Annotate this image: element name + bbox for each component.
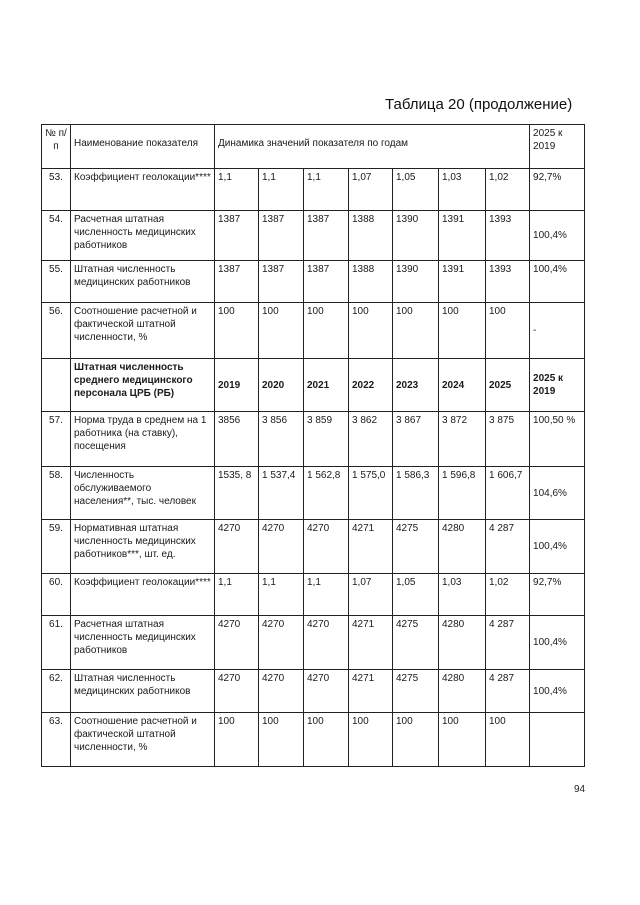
cell-2019: 3856 xyxy=(215,412,259,467)
row-num xyxy=(42,359,71,412)
row-name: Соотношение расчетной и фактической штатной численности, % xyxy=(71,713,215,767)
row-num: 63. xyxy=(42,713,71,767)
cell-ratio: - xyxy=(530,303,585,359)
row-name: Расчетная штатная численность медицинских работников xyxy=(71,616,215,670)
cell-2022: 1388 xyxy=(349,261,393,303)
cell-2019: 4270 xyxy=(215,616,259,670)
cell-2020: 4270 xyxy=(259,670,304,713)
cell-2025: 4 287 xyxy=(486,520,530,574)
cell-2023: 1,05 xyxy=(393,574,439,616)
cell-2024: 100 xyxy=(439,303,486,359)
cell-ratio: 104,6% xyxy=(530,467,585,520)
cell-2024: 1,03 xyxy=(439,574,486,616)
cell-ratio: 100,4% xyxy=(530,616,585,670)
cell-2024: 100 xyxy=(439,713,486,767)
cell-2021: 1,1 xyxy=(304,574,349,616)
cell-2021: 4270 xyxy=(304,670,349,713)
year-2025: 2025 xyxy=(486,359,530,412)
cell-2025: 3 875 xyxy=(486,412,530,467)
cell-2019: 1387 xyxy=(215,261,259,303)
cell-2025: 100 xyxy=(486,713,530,767)
cell-2020: 1,1 xyxy=(259,574,304,616)
cell-2023: 1390 xyxy=(393,211,439,261)
cell-2023: 100 xyxy=(393,303,439,359)
row-name: Штатная численность медицинских работников xyxy=(71,261,215,303)
year-2022: 2022 xyxy=(349,359,393,412)
cell-2024: 1,03 xyxy=(439,169,486,211)
cell-2019: 100 xyxy=(215,713,259,767)
cell-2025: 4 287 xyxy=(486,670,530,713)
row-num: 60. xyxy=(42,574,71,616)
row-num: 57. xyxy=(42,412,71,467)
cell-2020: 1387 xyxy=(259,211,304,261)
table-row xyxy=(42,261,585,303)
cell-2023: 1390 xyxy=(393,261,439,303)
cell-2021: 100 xyxy=(304,713,349,767)
table-row xyxy=(42,412,585,467)
table-row xyxy=(42,616,585,670)
cell-2025: 1393 xyxy=(486,261,530,303)
cell-2025: 100 xyxy=(486,303,530,359)
cell-2020: 1,1 xyxy=(259,169,304,211)
table-row xyxy=(42,574,585,616)
cell-2022: 1 575,0 xyxy=(349,467,393,520)
cell-2019: 1,1 xyxy=(215,169,259,211)
cell-ratio: 100,4% xyxy=(530,211,585,261)
cell-ratio: 100,4% xyxy=(530,520,585,574)
year-2021: 2021 xyxy=(304,359,349,412)
table-row xyxy=(42,211,585,261)
cell-2021: 100 xyxy=(304,303,349,359)
cell-2023: 4275 xyxy=(393,520,439,574)
cell-2024: 1391 xyxy=(439,211,486,261)
table-row xyxy=(42,467,585,520)
cell-2024: 1 596,8 xyxy=(439,467,486,520)
cell-2022: 4271 xyxy=(349,616,393,670)
cell-ratio: 100,50 % xyxy=(530,412,585,467)
row-num: 53. xyxy=(42,169,71,211)
table-row xyxy=(42,169,585,211)
header-num: № п/п xyxy=(42,125,71,169)
header-ratio: 2025 к 2019 xyxy=(530,125,585,169)
row-name: Соотношение расчетной и фактической штатной численности, % xyxy=(71,303,215,359)
cell-2021: 1387 xyxy=(304,211,349,261)
cell-2019: 4270 xyxy=(215,670,259,713)
cell-2023: 4275 xyxy=(393,616,439,670)
row-num: 62. xyxy=(42,670,71,713)
cell-2021: 4270 xyxy=(304,616,349,670)
table-row xyxy=(42,670,585,713)
row-num: 61. xyxy=(42,616,71,670)
section-ratio-label: 2025 к 2019 xyxy=(530,359,585,412)
cell-2020: 1 537,4 xyxy=(259,467,304,520)
year-2020: 2020 xyxy=(259,359,304,412)
row-name: Коэффициент геолокации**** xyxy=(71,169,215,211)
row-num: 54. xyxy=(42,211,71,261)
cell-2025: 4 287 xyxy=(486,616,530,670)
section-title: Штатная численность среднего медицинского персонала ЦРБ (РБ) xyxy=(71,359,215,412)
indicators-table xyxy=(41,124,585,767)
cell-ratio: 92,7% xyxy=(530,169,585,211)
cell-2023: 1 586,3 xyxy=(393,467,439,520)
year-2024: 2024 xyxy=(439,359,486,412)
cell-2019: 4270 xyxy=(215,520,259,574)
cell-2025: 1 606,7 xyxy=(486,467,530,520)
cell-2023: 100 xyxy=(393,713,439,767)
cell-2022: 1,07 xyxy=(349,169,393,211)
table-row xyxy=(42,303,585,359)
row-name: Нормативная штатная численность медицинских работников***, шт. ед. xyxy=(71,520,215,574)
row-num: 55. xyxy=(42,261,71,303)
row-name: Норма труда в среднем на 1 работника (на ставку), посещения xyxy=(71,412,215,467)
row-name: Численность обслуживаемого населения**, тыс. человек xyxy=(71,467,215,520)
cell-ratio: 100,4% xyxy=(530,261,585,303)
cell-2020: 1387 xyxy=(259,261,304,303)
row-name: Расчетная штатная численность медицинских работников xyxy=(71,211,215,261)
page-title: Таблица 20 (продолжение) xyxy=(385,96,573,113)
cell-2019: 1535, 8 xyxy=(215,467,259,520)
year-2023: 2023 xyxy=(393,359,439,412)
cell-2021: 4270 xyxy=(304,520,349,574)
cell-2020: 100 xyxy=(259,303,304,359)
cell-2021: 1 562,8 xyxy=(304,467,349,520)
cell-2021: 3 859 xyxy=(304,412,349,467)
cell-ratio: 92,7% xyxy=(530,574,585,616)
cell-2019: 100 xyxy=(215,303,259,359)
cell-2023: 4275 xyxy=(393,670,439,713)
year-2019: 2019 xyxy=(215,359,259,412)
cell-2021: 1,1 xyxy=(304,169,349,211)
cell-2024: 4280 xyxy=(439,616,486,670)
table-row xyxy=(42,713,585,767)
cell-2020: 4270 xyxy=(259,616,304,670)
cell-ratio: 100,4% xyxy=(530,670,585,713)
cell-2020: 4270 xyxy=(259,520,304,574)
section-header-row xyxy=(42,359,585,412)
row-name: Штатная численность медицинских работников xyxy=(71,670,215,713)
cell-2023: 1,05 xyxy=(393,169,439,211)
table-header-row xyxy=(42,125,585,169)
row-name: Коэффициент геолокации**** xyxy=(71,574,215,616)
cell-2022: 1388 xyxy=(349,211,393,261)
cell-2022: 4271 xyxy=(349,520,393,574)
cell-ratio xyxy=(530,713,585,767)
cell-2025: 1393 xyxy=(486,211,530,261)
header-name: Наименование показателя xyxy=(71,125,215,169)
row-num: 56. xyxy=(42,303,71,359)
header-dynamics: Динамика значений показателя по годам xyxy=(215,125,530,169)
cell-2021: 1387 xyxy=(304,261,349,303)
table-row xyxy=(42,520,585,574)
cell-2022: 4271 xyxy=(349,670,393,713)
cell-2020: 3 856 xyxy=(259,412,304,467)
cell-2025: 1,02 xyxy=(486,574,530,616)
cell-2025: 1,02 xyxy=(486,169,530,211)
cell-2024: 4280 xyxy=(439,520,486,574)
cell-2024: 4280 xyxy=(439,670,486,713)
cell-2019: 1387 xyxy=(215,211,259,261)
cell-2022: 3 862 xyxy=(349,412,393,467)
row-num: 58. xyxy=(42,467,71,520)
row-num: 59. xyxy=(42,520,71,574)
cell-2024: 3 872 xyxy=(439,412,486,467)
cell-2019: 1,1 xyxy=(215,574,259,616)
cell-2023: 3 867 xyxy=(393,412,439,467)
cell-2022: 100 xyxy=(349,303,393,359)
cell-2022: 100 xyxy=(349,713,393,767)
cell-2024: 1391 xyxy=(439,261,486,303)
cell-2020: 100 xyxy=(259,713,304,767)
page-number: 94 xyxy=(574,784,586,795)
cell-2022: 1,07 xyxy=(349,574,393,616)
